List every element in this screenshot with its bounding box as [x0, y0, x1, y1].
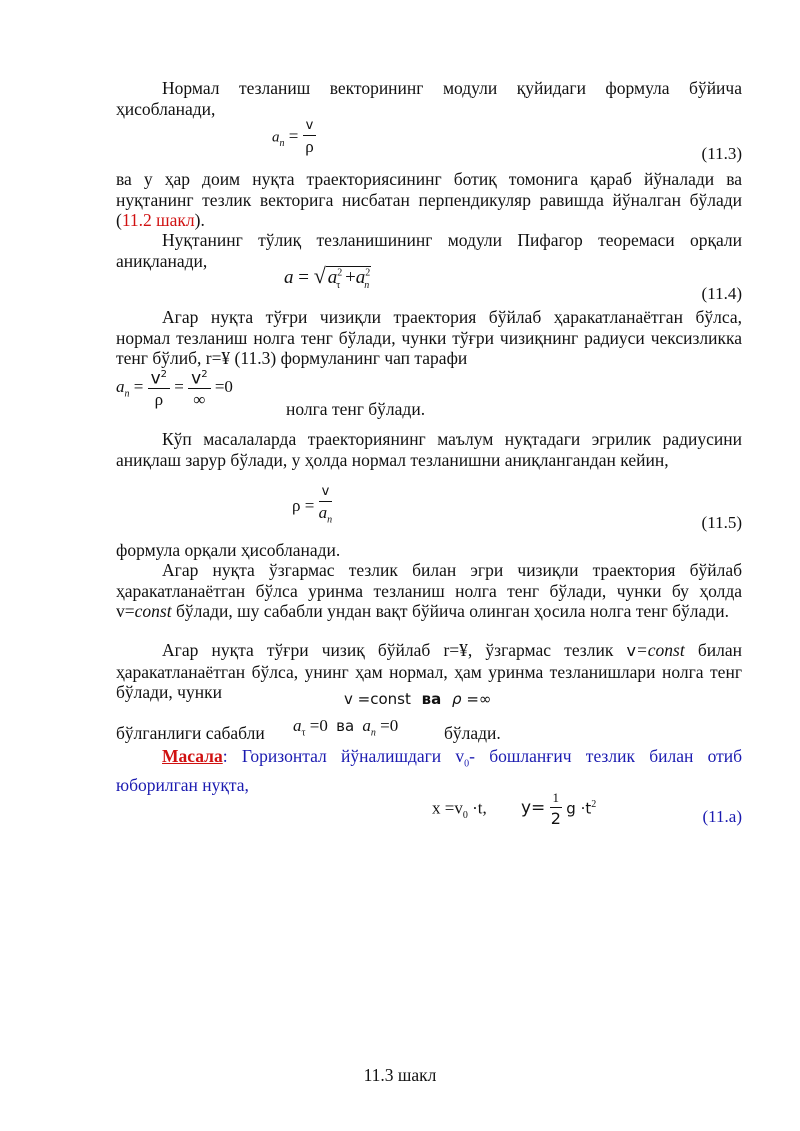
paragraph-7: Агар нуқта ўзгармас тезлик билан эгри чизиқли траектория бўйлаб ҳаракатланаётган бўлса уринма тезланиш нолга тенг бўлади, чунки бу ҳолда v=const бўлади, шу сабабли ундан вақт бўйича олинган ҳосила нолга тенг бўлади. — [116, 560, 742, 621]
condition-v-const: v =const ва ρ =∞ — [344, 690, 492, 708]
paragraph-3: Нуқтанинг тўлиқ тезланишининг модули Пифагор теоремаси орқали аниқланади, — [116, 230, 742, 271]
paragraph-9-start: бўлганлиги сабабли — [116, 723, 265, 743]
equation-number-11-4: (11.4) — [701, 284, 742, 303]
task-label: Масала — [162, 746, 223, 766]
task-paragraph: Масала: Горизонтал йўналишдаги $v_0-$ бошланғич тезлик билан отиб юборилган нуқта, — [116, 746, 742, 795]
equation-inline-an: $a_n$ = $\frac{v^2}{\rho}$ = $\frac{v^2}{\infty}$ =0 — [116, 366, 233, 411]
fraction: $\frac{v}{\rho}$ — [303, 117, 317, 158]
equation-number-11-5: (11.5) — [701, 513, 742, 532]
paragraph-4-tail: нолга тенг бўлади. — [286, 399, 426, 419]
equation-number-11-a: (11.a) — [702, 807, 742, 826]
figure-caption: 11.3 шакл — [363, 1065, 437, 1085]
equation-11-3: $a_n$ = $\frac{v}{\rho}$ — [272, 117, 316, 158]
sqrt-body: $a^2_\tau +a^2_n$ — [327, 267, 371, 291]
equation-11-4: a = √ $a^2_\tau +a^2_n$ — [284, 263, 371, 291]
paragraph-2: ва у ҳар доим нуқта траекториясининг ботиқ томонига қараб йўналади ва нуқтанинг тезлик векторига нисбатан перпендикуляр равишда йўналган бўлади (11.2 шакл). — [116, 169, 742, 230]
paragraph-4: Агар нуқта тўғри чизиқли траектория бўйлаб ҳаракатланаётган бўлса, нормал тезланиш нолга тенг бўлади, чунки тўғри чизиқнинг радиуси чексизликка тенг бўлиб, r=¥ (11.3) формуланинг чап тарафи — [116, 307, 742, 368]
paragraph-9-end: бўлади. — [444, 723, 501, 743]
paragraph-1: Нормал тезланиш векторининг модули қуйидаги формула бўйича ҳисобланади, — [116, 78, 742, 119]
figure-ref-link[interactable]: 11.2 шакл — [121, 210, 195, 230]
paragraph-5: Кўп масалаларда траекториянинг маълум нуқтадаги эгрилик радиусини аниқлаш зарур бўлади, у ҳолда нормал тезланишни аниқлангандан кейин, — [116, 429, 742, 470]
equation-number-11-3: (11.3) — [701, 144, 742, 163]
equation-11-a: $x =v_0 \cdot t$, y= $\frac{1}{2}$ $g \cdot t^2$ — [432, 790, 597, 828]
condition-acceleration-zero: $a_\tau =0$ ва $a_n =0$ — [293, 716, 399, 739]
sqrt-sign: √ — [313, 263, 326, 288]
paragraph-6: формула орқали ҳисобланади. — [116, 540, 341, 560]
paragraph-8: Агар нуқта тўғри чизиқ бўйлаб r=¥, ўзгармас тезлик v=const билан ҳаракатланаётган бўлса, унинг ҳам нормал, ҳам уринма тезланишлари нолга тенг бўлади, чунки — [116, 640, 742, 702]
equation-11-5: ρ = $\frac{v}{a_n}$ — [292, 484, 333, 526]
